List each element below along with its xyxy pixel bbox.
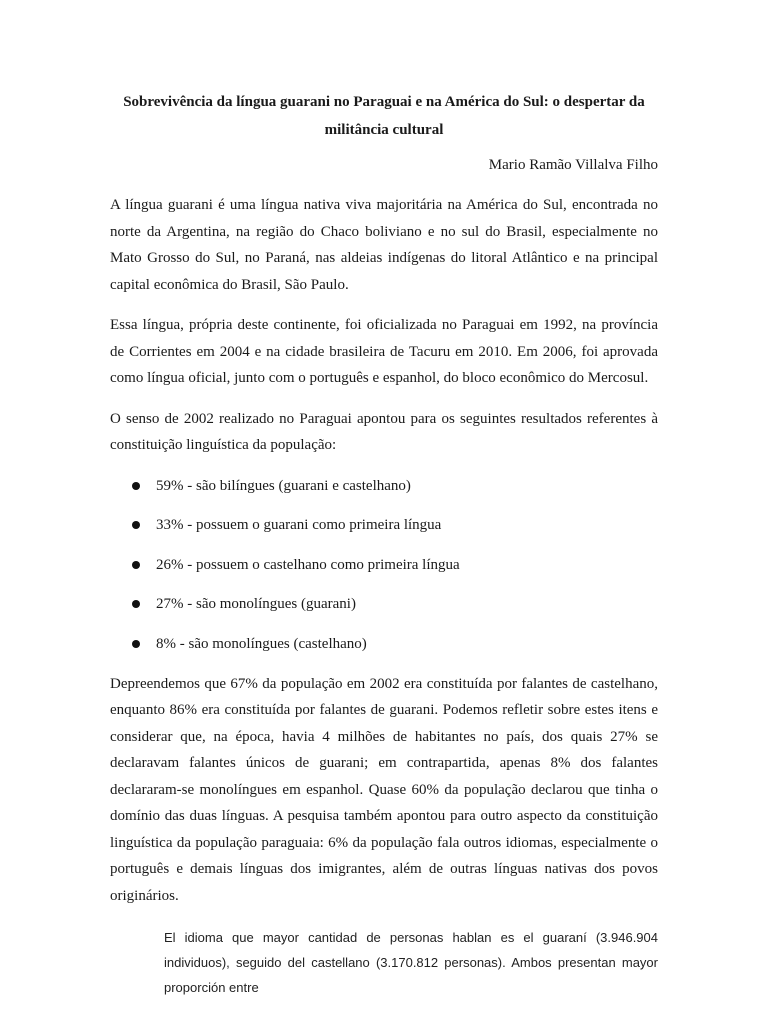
bullet-icon (132, 561, 140, 569)
census-results-list (110, 473, 658, 657)
paragraph-census-intro: O senso de 2002 realizado no Paraguai apontou para os seguintes resultados referentes à constituição linguística da população: (110, 410, 658, 453)
paragraph-officialization: Essa língua, própria deste continente, foi oficializada no Paraguai em 1992, na província de Corrientes em 2004 e na cidade brasileira de Tacuru em 2010. Em 2006, foi aprovada como língua oficial, junto com o português e espanhol, do bloco econômico do Mercosul. (110, 317, 658, 386)
paragraph-conclusion: Depreendemos que 67% da população em 2002 era constituída por falantes de castelhano, enquanto 86% era constituída por falantes de guarani. Podemos refletir sobre estes itens e considerar que, na época, havia 4 milhões de habitantes no país, dos quais 27% se declaravam falantes únicos de guarani; em contrapartida, apenas 8% dos falantes declararam-se monolíngues em espanhol. Quase 60% da população declarou que tinha o domínio das duas línguas. A pesquisa também apontou para outro aspecto da constituição linguística da população paraguaia: 6% da população fala outros idiomas, especialmente o português e demais línguas dos imigrantes, além de outras línguas nativas dos povos originários. (110, 675, 658, 904)
list-item (110, 552, 658, 578)
document-title: Sobrevivência da língua guarani no Paraguai e na América do Sul: o despertar da militância cultural (123, 94, 645, 138)
list-item-text: 26% - possuem o castelhano como primeira língua (156, 556, 460, 573)
bullet-icon (132, 600, 140, 608)
list-item-text: 59% - são bilíngues (guarani e castelhano) (156, 477, 411, 494)
list-item-text: 27% - são monolíngues (guarani) (156, 596, 356, 612)
list-item (110, 512, 658, 538)
paragraph-intro: A língua guarani é uma língua nativa viva majoritária na América do Sul, encontrada no norte da Argentina, na região do Chaco boliviano e no sul do Brasil, especialmente no Mato Grosso do Sul, no Paraná, nas aldeias indígenas do litoral Atlântico e na principal capital econômica do Brasil, São Paulo. (110, 197, 658, 293)
list-item (110, 591, 658, 617)
list-item (110, 631, 658, 657)
bullet-icon (132, 521, 140, 529)
list-item (110, 473, 658, 499)
bullet-icon (132, 640, 140, 648)
list-item-text: 8% - são monolíngues (castelhano) (156, 635, 367, 652)
block-quote: El idioma que mayor cantidad de personas hablan es el guaraní (3.946.904 individuos), seguido del castellano (3.170.812 personas). Ambos presentan mayor proporción entre (164, 930, 658, 995)
author-name: Mario Ramão Villalva Filho (488, 157, 658, 173)
bullet-icon (132, 482, 140, 490)
list-item-text: 33% - possuem o guarani como primeira língua (156, 517, 442, 533)
